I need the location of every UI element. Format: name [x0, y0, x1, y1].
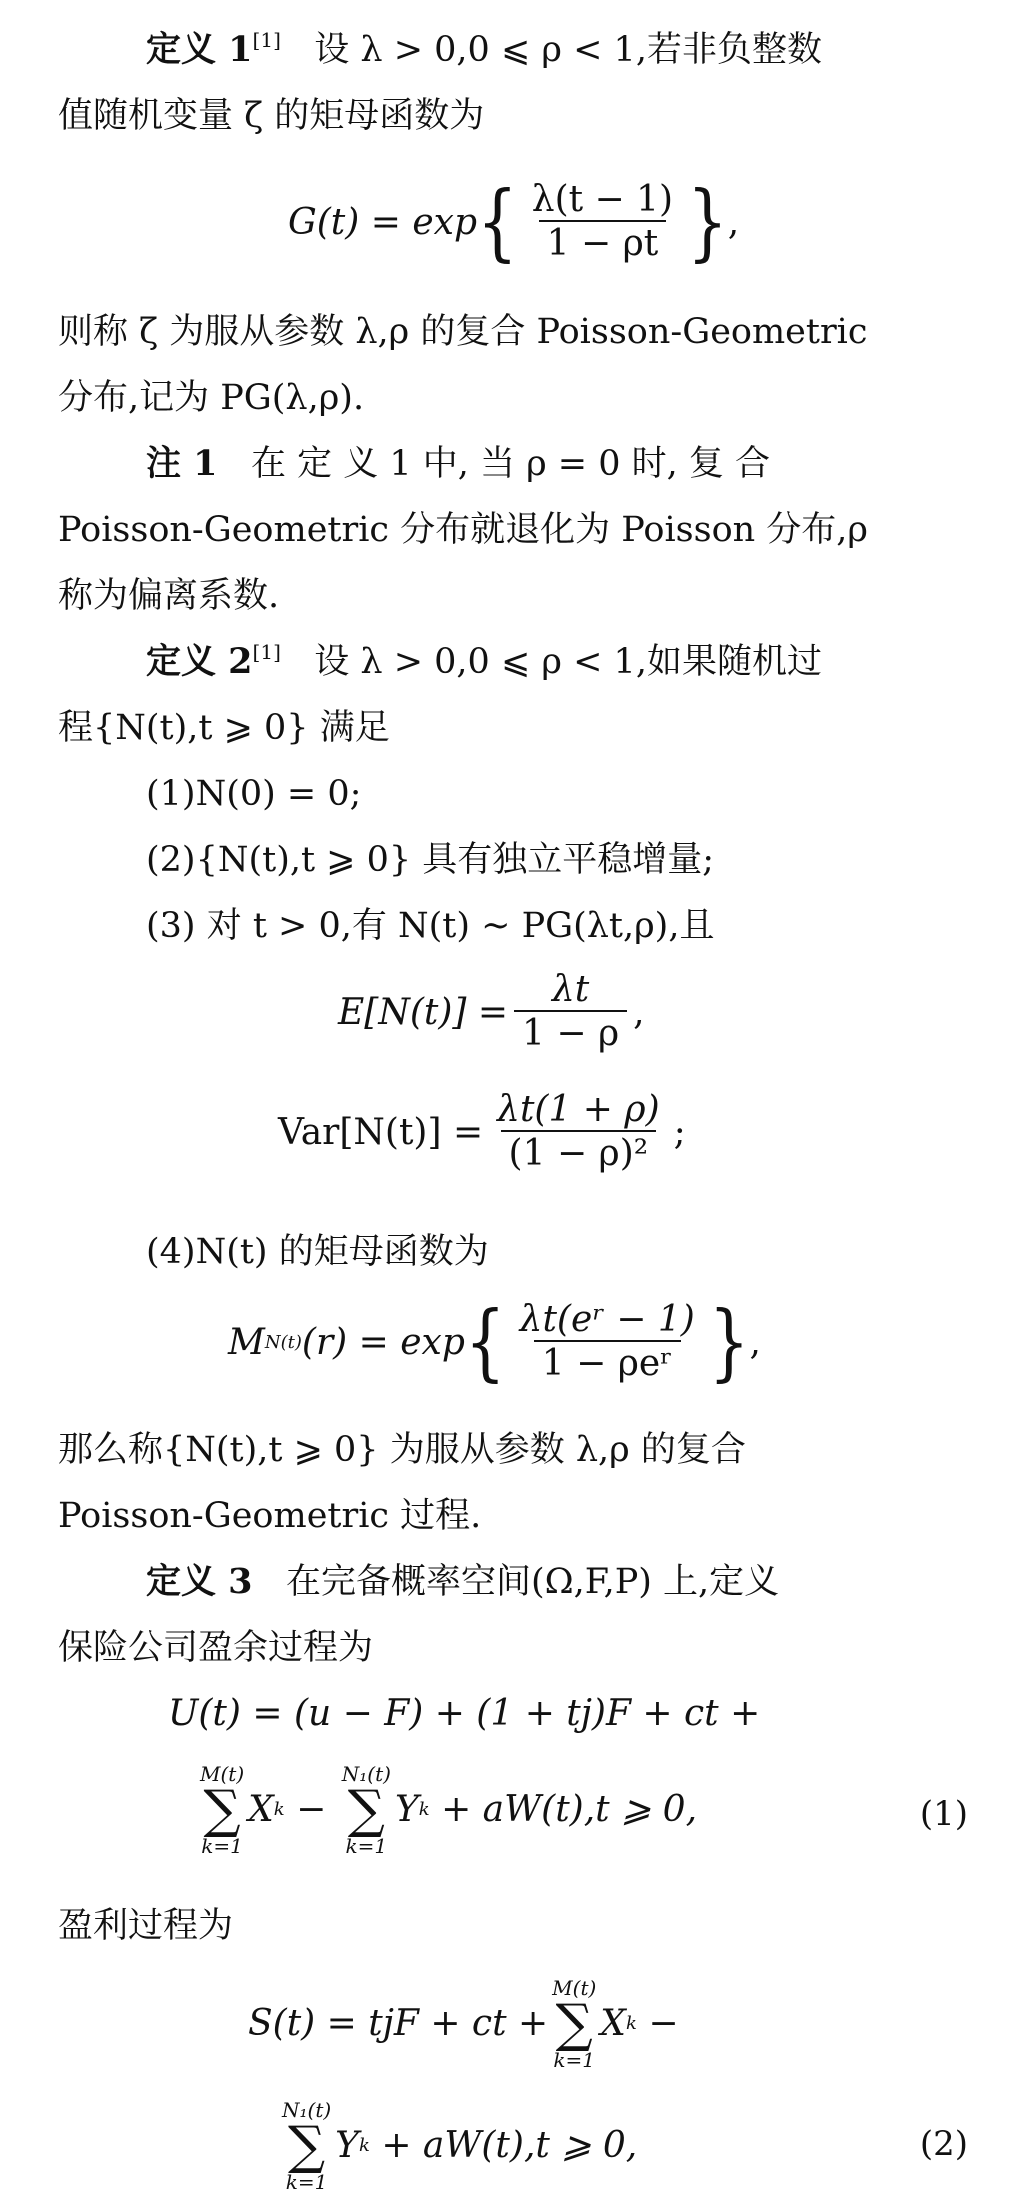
variance-fraction	[489, 1090, 668, 1176]
mgf-fraction	[512, 1300, 703, 1386]
sum-upper-limit: M(t)	[552, 1976, 597, 2000]
variance-tail: ;	[673, 1112, 686, 1153]
sum-term-y: Y	[335, 2125, 359, 2166]
variance-numerator: λt(1 + ρ)	[497, 1089, 660, 1130]
def2-line3: 那么称{N(t),t ⩾ 0} 为服从参数 λ,ρ 的复合	[58, 1430, 746, 1470]
expectation-fraction	[514, 970, 627, 1056]
def2-item3: (3) 对 t > 0,有 N(t) ~ PG(λt,ρ),且	[146, 906, 715, 946]
profit-eq-line2	[278, 2098, 637, 2194]
sum-term-x-sub: k	[273, 1799, 285, 1820]
note1-line1	[146, 434, 970, 494]
def1-eq-lhs: G(t) = exp	[288, 202, 478, 243]
def2-label: 定义 2	[146, 641, 253, 682]
def2-line4: Poisson-Geometric 过程.	[58, 1496, 482, 1536]
sum-lower-limit: k=1	[201, 1834, 243, 1858]
def1-line3: 则称 ζ 为服从参数 λ,ρ 的复合 Poisson-Geometric	[58, 312, 868, 352]
sigma-glyph: ∑	[347, 1780, 385, 1840]
sum-symbol	[282, 2098, 331, 2194]
sum-lower-limit: k=1	[345, 1834, 388, 1858]
def2-line1	[146, 632, 970, 692]
expectation-tail: ,	[633, 992, 645, 1033]
surplus-eq-line2	[196, 1762, 697, 1858]
def1-eq-fraction	[524, 180, 681, 266]
def2-line2: 程{N(t),t ⩾ 0} 满足	[58, 708, 390, 748]
surplus-eq-line1: U(t) = (u − F) + (1 + tj)F + ct +	[168, 1693, 761, 1734]
def1-line4: 分布,记为 PG(λ,ρ).	[58, 378, 365, 418]
def3-line1	[146, 1552, 970, 1612]
minus-sign: −	[648, 2003, 679, 2044]
def2-item2: (2){N(t),t ⩾ 0} 具有独立平稳增量;	[146, 840, 715, 880]
def3-text1: 在完备概率空间(Ω,F,P) 上,定义	[285, 1562, 780, 1602]
note1-line2: Poisson-Geometric 分布就退化为 Poisson 分布,ρ	[58, 510, 869, 550]
note1-text1: 在 定 义 1 中, 当 ρ = 0 时, 复 合	[250, 444, 771, 484]
mgf-mid: (r) = exp	[301, 1322, 465, 1363]
left-brace: {	[477, 174, 518, 272]
def1-cite: [1]	[252, 28, 281, 52]
sum-upper-limit: N₁(t)	[341, 1762, 391, 1786]
sum-upper-limit: N₁(t)	[282, 2098, 332, 2122]
right-brace: }	[708, 1294, 750, 1392]
sum-term-x: X	[600, 2003, 626, 2044]
equation-number-2: (2)	[919, 2124, 968, 2164]
def2-variance-eq	[278, 1090, 686, 1176]
surplus-eq-rest: + aW(t),t ⩾ 0,	[441, 1789, 698, 1830]
def1-line2: 值随机变量 ζ 的矩母函数为	[58, 96, 485, 136]
def2-text1: 设 λ > 0,0 ⩽ ρ < 1,如果随机过	[314, 642, 822, 682]
variance-denominator: (1 − ρ)²	[501, 1130, 657, 1176]
sum-lower-limit: k=1	[553, 2048, 596, 2072]
expectation-numerator: λt	[551, 969, 590, 1010]
def2-mgf-eq	[228, 1294, 761, 1392]
def1-label: 定义 1	[146, 29, 253, 70]
def1-eq-tail: ,	[727, 202, 740, 243]
sum-upper-limit: M(t)	[200, 1762, 245, 1786]
sum-term-y: Y	[394, 1789, 419, 1830]
sum-term-y-sub: k	[418, 1799, 430, 1820]
def3-line3: 盈利过程为	[58, 1906, 234, 1946]
mgf-symbol: M	[228, 1322, 265, 1363]
def2-item4: (4)N(t) 的矩母函数为	[146, 1232, 489, 1272]
def3-label: 定义 3	[146, 1561, 253, 1602]
sum-lower-limit: k=1	[285, 2170, 328, 2194]
sigma-glyph: ∑	[288, 2116, 326, 2176]
mgf-tail: ,	[749, 1322, 761, 1363]
note1-label: 注 1	[146, 443, 218, 484]
right-brace: }	[687, 174, 728, 272]
variance-lhs: Var[N(t)] =	[278, 1112, 484, 1153]
left-brace: {	[464, 1294, 506, 1392]
sigma-glyph: ∑	[203, 1780, 241, 1840]
def1-text1: 设 λ > 0,0 ⩽ ρ < 1,若非负整数	[314, 30, 822, 70]
def1-eq-numerator: λ(t − 1)	[531, 179, 674, 220]
equation-number-1: (1)	[919, 1794, 968, 1834]
expectation-denominator: 1 − ρ	[514, 1010, 627, 1056]
mgf-subscript: N(t)	[264, 1332, 302, 1353]
mgf-numerator: λt(eʳ − 1)	[519, 1299, 695, 1340]
minus-sign: −	[296, 1789, 327, 1830]
sum-symbol	[552, 1976, 596, 2072]
profit-eq-lhs: S(t) = tjF + ct +	[248, 2003, 549, 2044]
expectation-lhs: E[N(t)] =	[338, 992, 509, 1033]
mgf-denominator: 1 − ρeʳ	[534, 1340, 681, 1386]
note1-line3: 称为偏离系数.	[58, 576, 280, 616]
sum-symbol	[342, 1762, 391, 1858]
profit-eq-rest: + aW(t),t ⩾ 0,	[381, 2125, 638, 2166]
def2-expectation-eq	[338, 970, 645, 1056]
def2-cite: [1]	[252, 640, 281, 664]
def1-line1	[146, 20, 970, 80]
sigma-glyph: ∑	[555, 1994, 593, 2054]
def1-equation	[288, 174, 740, 272]
def1-eq-denominator: 1 − ρt	[539, 220, 667, 266]
def2-item1: (1)N(0) = 0;	[146, 774, 362, 814]
sum-term-x-sub: k	[625, 2013, 637, 2034]
sum-term-x: X	[248, 1789, 274, 1830]
sum-symbol	[200, 1762, 244, 1858]
def3-line2: 保险公司盈余过程为	[58, 1628, 374, 1668]
sum-term-y-sub: k	[358, 2135, 370, 2156]
profit-eq-line1	[248, 1976, 678, 2072]
